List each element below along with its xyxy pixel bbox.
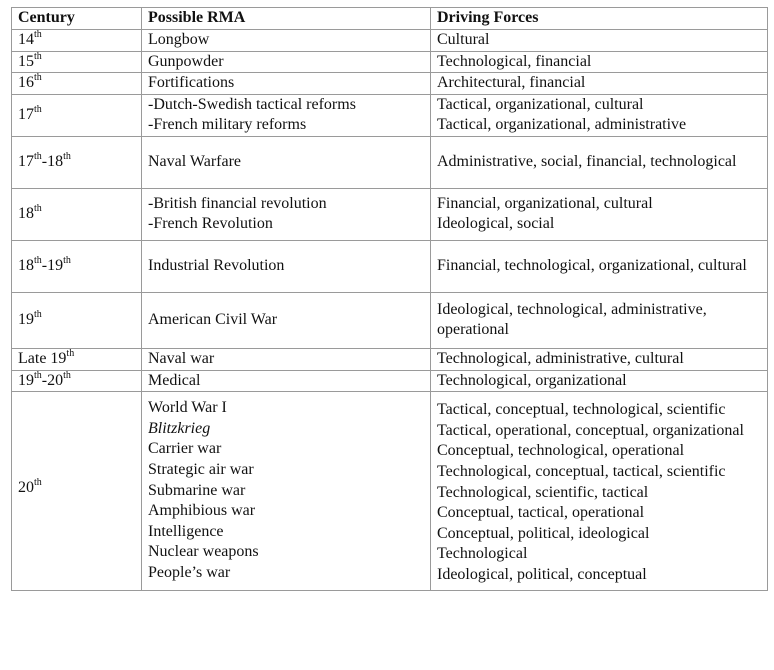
forces-cell: Financial, organizational, cultural Ideological, social [431,188,768,240]
rma-cell: Medical [142,370,431,392]
table-row [12,136,768,188]
rma-cell: Naval Warfare [142,136,431,188]
century-cell: 17th-18th [12,136,142,188]
header-driving-forces: Driving Forces [431,8,768,30]
century-cell: 19th [12,292,142,348]
rma-cell: Fortifications [142,73,431,95]
forces-cell: Administrative, social, financial, technological [431,136,768,188]
forces-cell: Financial, technological, organizational, cultural [431,240,768,292]
table-row [12,392,768,590]
rma-cell: World War I Blitzkrieg Carrier war Strategic air war Submarine war Amphibious war Intelligence Nuclear weapons People’s war [142,392,431,590]
forces-cell: Technological, organizational [431,370,768,392]
table-row [12,30,768,52]
table-row [12,94,768,136]
table-row [12,370,768,392]
rma-cell: -British financial revolution -French Revolution [142,188,431,240]
century-cell: 14th [12,30,142,52]
forces-cell: Ideological, technological, administrative, operational [431,292,768,348]
century-cell: Late 19th [12,348,142,370]
century-cell: 18th-19th [12,240,142,292]
table-row [12,73,768,95]
rma-cell: Gunpowder [142,51,431,73]
header-century: Century [12,8,142,30]
header-row [12,8,768,30]
century-cell: 20th [12,392,142,590]
forces-cell: Technological, administrative, cultural [431,348,768,370]
table-row [12,348,768,370]
table-row [12,240,768,292]
century-cell: 17th [12,94,142,136]
forces-cell: Tactical, conceptual, technological, scientific Tactical, operational, conceptual, organizational Conceptual, technological, operational Technological, conceptual, tactical, scientific Technological, scientific, tactical Conceptual, tactical, operational Conceptual, political, ideological Technological Ideological, political, conceptual [431,392,768,590]
rma-cell: -Dutch-Swedish tactical reforms -French military reforms [142,94,431,136]
rma-cell: American Civil War [142,292,431,348]
table-row [12,51,768,73]
rma-table [11,7,768,591]
century-cell: 18th [12,188,142,240]
table-row [12,188,768,240]
forces-cell: Tactical, organizational, cultural Tactical, organizational, administrative [431,94,768,136]
header-possible-rma: Possible RMA [142,8,431,30]
century-cell: 16th [12,73,142,95]
century-cell: 19th-20th [12,370,142,392]
century-cell: 15th [12,51,142,73]
forces-cell: Cultural [431,30,768,52]
rma-cell: Naval war [142,348,431,370]
rma-cell: Longbow [142,30,431,52]
forces-cell: Architectural, financial [431,73,768,95]
table-row [12,292,768,348]
forces-cell: Technological, financial [431,51,768,73]
rma-cell: Industrial Revolution [142,240,431,292]
